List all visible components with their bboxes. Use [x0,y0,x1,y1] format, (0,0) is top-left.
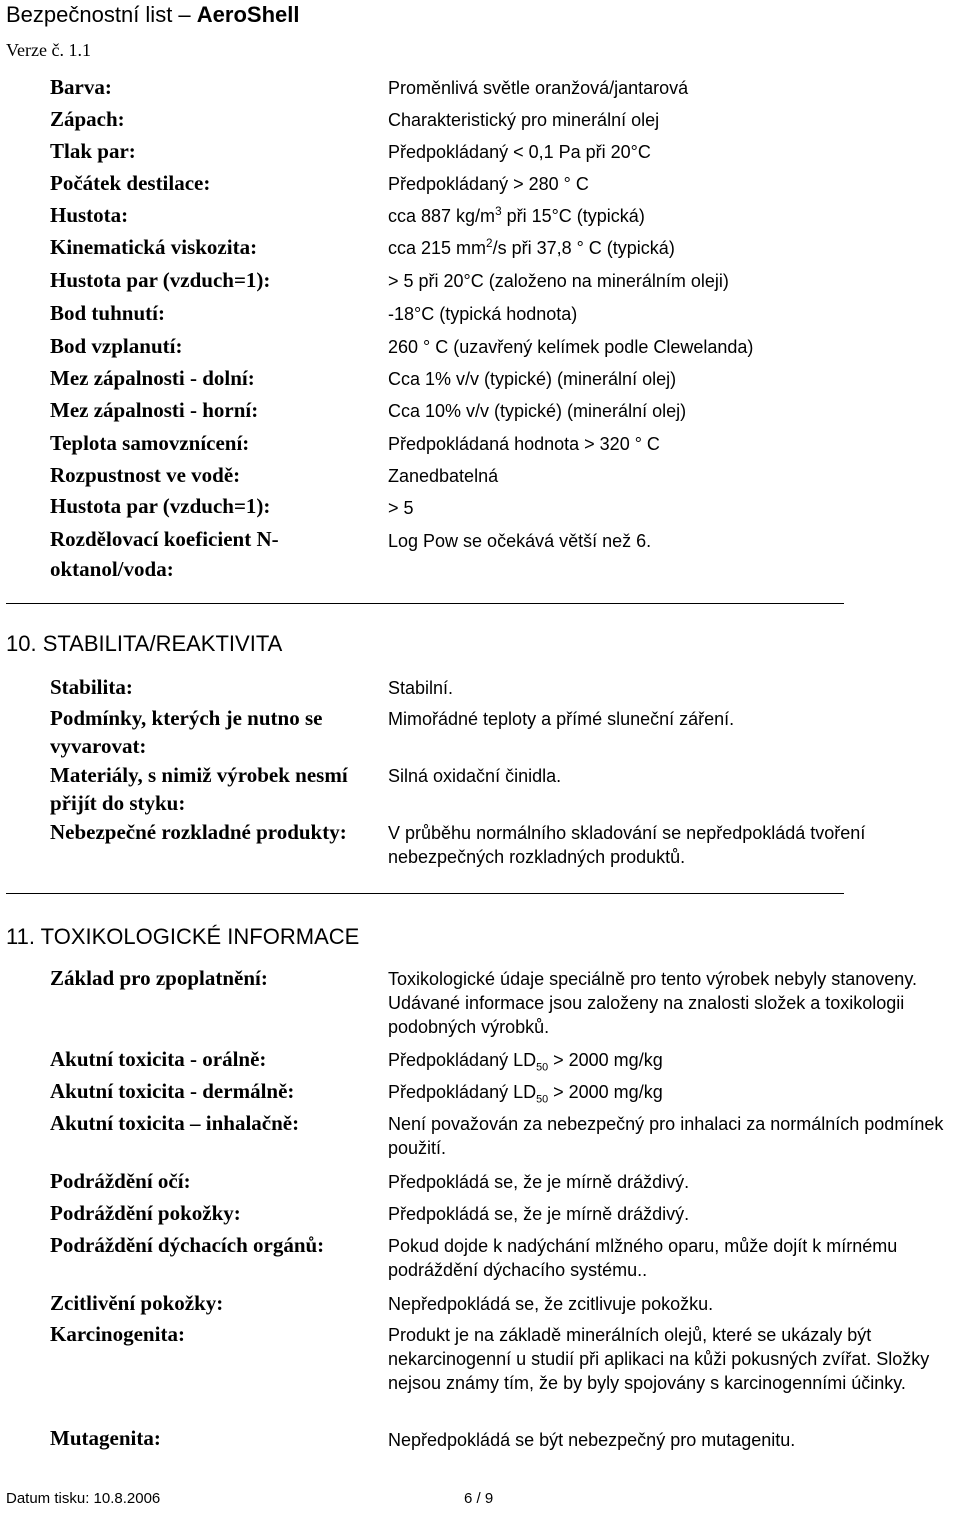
toxicology-label: Podráždění dýchacích orgánů: [50,1233,325,1257]
title-prefix: Bezpečnostní list – [6,2,197,27]
stability-label: Materiály, s nimiž výrobek nesmí přijít do styku: [50,763,348,815]
toxicology-label: Zcitlivění pokožky: [50,1291,224,1315]
stability-value: Silná oxidační činidla. [388,766,562,786]
property-value: Proměnlivá světle oranžová/jantarová [388,78,689,98]
property-value: Zanedbatelná [388,466,499,486]
stability-label: Nebezpečné rozkladné produkty: [50,820,347,844]
toxicology-value: Toxikologické údaje speciálně pro tento výrobek nebyly stanoveny. Udávané informace jsou založeny na znalosti složek a toxikologii podobných výrobků. [388,969,917,1037]
toxicology-value: Předpokládaný $LD_{50} > 2000$ mg/kg [388,1050,663,1074]
toxicology-label: Podráždění pokožky: [50,1201,241,1225]
property-label: Mez zápalnosti - dolní: [50,366,255,390]
toxicology-value: Nepředpokládá se, že zcitlivuje pokožku. [388,1294,714,1314]
property-value: Cca 1% v/v (typické) (minerální olej) [388,369,677,389]
property-label: Tlak par: [50,139,136,163]
property-label: Hustota par (vzduch=1): [50,268,271,292]
toxicology-label: Podráždění očí: [50,1169,191,1193]
stability-value: V průběhu normálního skladování se nepředpokládá tvoření nebezpečných rozkladných produktů. [388,823,866,867]
section-heading-stability: 10. STABILITA/REAKTIVITA [6,631,283,656]
property-label: Kinematická viskozita: [50,235,258,259]
property-label: Zápach: [50,107,125,131]
toxicology-value: Pokud dojde k nadýchání mlžného oparu, může dojít k mírnému podráždění dýchacího systému.. [388,1236,898,1280]
property-value: > 5 [388,498,414,518]
toxicology-value: Předpokládaný $LD_{50} > 2000$ mg/kg [388,1082,663,1106]
toxicology-value: Nepředpokládá se být nebezpečný pro mutagenitu. [388,1430,796,1450]
property-value: Log Pow se očekává větší než 6. [388,531,652,551]
page-number: 6 / 9 [464,1490,494,1507]
property-value: cca 215 $mm^2/s$ při 37,8 ° C (typická) [388,237,675,258]
toxicology-label: Akutní toxicita – inhalačně: [50,1111,300,1135]
property-value: 260 ° C (uzavřený kelímek podle Clewelanda) [388,337,754,357]
stability-value: Mimořádné teploty a přímé sluneční záření. [388,709,735,729]
property-value: Předpokládaný < 0,1 Pa při 20°C [388,142,651,162]
stability-label: Podmínky, kterých je nutno se vyvarovat: [50,706,323,758]
toxicology-value: Předpokládá se, že je mírně dráždivý. [388,1172,690,1192]
property-value: cca 887 $kg/m^3$ při 15°C (typická) [388,205,645,226]
toxicology-label: Karcinogenita: [50,1322,185,1346]
title-brand: AeroShell [196,2,300,27]
property-label: Barva: [50,75,112,99]
toxicology-label: Akutní toxicita - dermálně: [50,1079,295,1103]
toxicology-label: Mutagenita: [50,1426,161,1450]
property-value: Předpokládaná hodnota > 320 ° C [388,434,660,454]
property-label: Teplota samovznícení: [50,431,250,455]
section-heading-toxicology: 11. TOXIKOLOGICKÉ INFORMACE [6,924,360,949]
toxicology-label: Akutní toxicita - orálně: [50,1047,267,1071]
document-version: Verze č. 1.1 [6,40,91,60]
property-value: > 5 při 20°C (založeno na minerálním oleji) [388,271,729,291]
property-label: Rozdělovací koeficient N-oktanol/voda: [50,527,279,581]
property-label: Hustota par (vzduch=1): [50,494,271,518]
stability-label: Stabilita: [50,675,133,699]
stability-value: Stabilní. [388,678,454,698]
print-date: Datum tisku: 10.8.2006 [6,1490,161,1507]
toxicology-value: Produkt je na základě minerálních olejů, které se ukázaly být nekarcinogenní u studií při aplikaci na kůži pokusných zvířat. Složky nejsou známy tím, že by byly spojovány s karcinogenními účinky. [388,1325,930,1393]
property-value: Předpokládaný > 280 ° C [388,174,589,194]
property-label: Mez zápalnosti - horní: [50,398,259,422]
toxicology-label: Základ pro zpoplatnění: [50,966,268,990]
property-label: Rozpustnost ve vodě: [50,463,241,487]
toxicology-value: Předpokládá se, že je mírně dráždivý. [388,1204,690,1224]
property-label: Bod tuhnutí: [50,301,165,325]
property-label: Bod vzplanutí: [50,334,183,358]
property-value: -18°C (typická hodnota) [388,304,578,324]
document-title [6,2,299,28]
property-label: Počátek destilace: [50,171,211,195]
property-value: Charakteristický pro minerální olej [388,110,660,130]
section-divider [6,603,844,604]
toxicology-value: Není považován za nebezpečný pro inhalaci za normálních podmínek použití. [388,1114,944,1158]
property-value: Cca 10% v/v (typické) (minerální olej) [388,401,687,421]
section-divider [6,893,844,894]
property-label: Hustota: [50,203,129,227]
